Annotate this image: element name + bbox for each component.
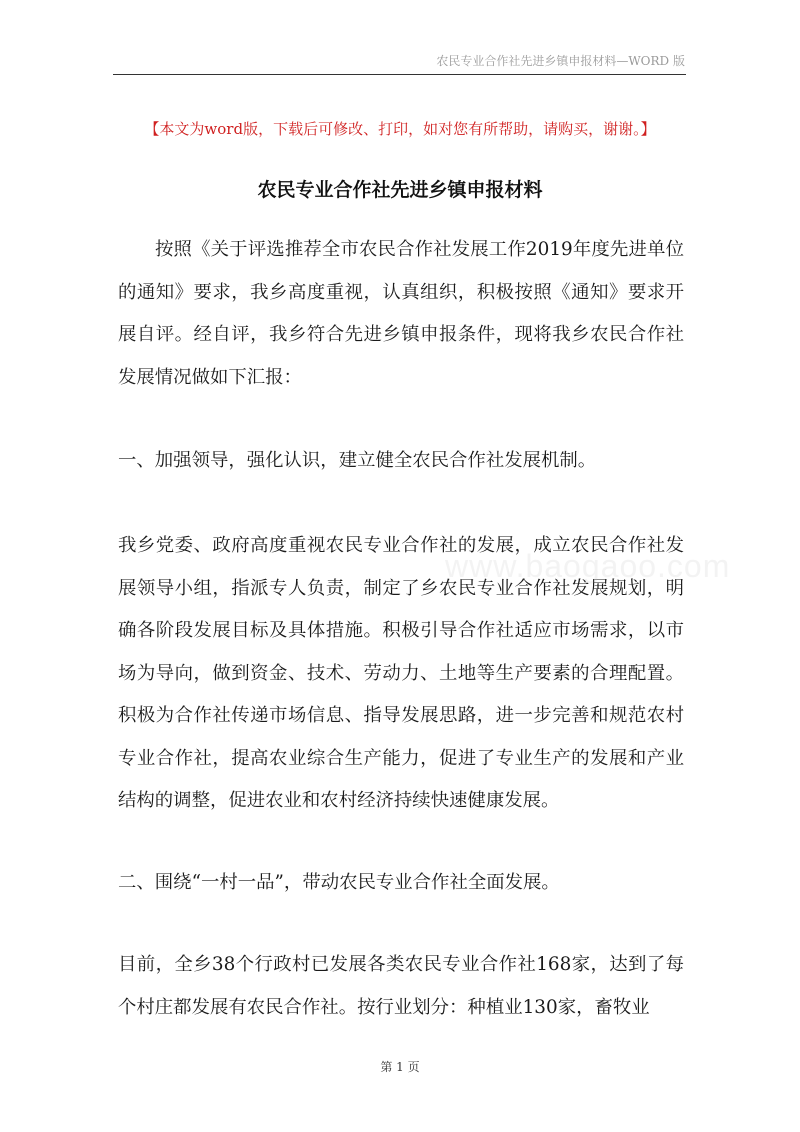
section-1-body: 我乡党委、政府高度重视农民专业合作社的发展，成立农民合作社发展领导小组，指派专人负责，制定了乡农民专业合作社发展规划，明确各阶段发展目标及具体措施。积极引导合作社适应市场需求，以市场为导向，做到资金、技术、劳动力、土地等生产要素的合理配置。积极为合作社传递市场信息、指导发展思路，进一步完善和规范农村专业合作社，提高农业综合生产能力，促进了专业生产的发展和产业结构的调整，促进农业和农村经济持续快速健康发展。	[118, 535, 684, 811]
download-notice: 【本文为word版，下载后可修改、打印，如对您有所帮助，请购买，谢谢。】	[144, 120, 656, 138]
running-header: 农民专业合作社先进乡镇申报材料—WORD 版	[436, 54, 685, 68]
section-2-body: 目前，全乡38个行政村已发展各类农民专业合作社168家，达到了每个村庄都发展有农民合作社。按行业划分：种植业130家，畜牧业	[118, 954, 684, 1018]
header-divider	[113, 74, 686, 75]
page-number: 第 1 页	[380, 1060, 420, 1074]
intro-paragraph: 按照《关于评选推荐全市农民合作社发展工作2019年度先进单位的通知》要求，我乡高度重视，认真组织，积极按照《通知》要求开展自评。经自评，我乡符合先进乡镇申报条件，现将我乡农民合作社发展情况做如下汇报：	[118, 239, 684, 388]
document-title: 农民专业合作社先进乡镇申报材料	[257, 179, 543, 201]
section-1-heading: 一、加强领导，强化认识，建立健全农民合作社发展机制。	[118, 450, 597, 471]
section-2-heading: 二、围绕“一村一品”，带动农民专业合作社全面发展。	[118, 872, 560, 893]
watermark-text: www.baogaoo.com	[445, 548, 731, 584]
